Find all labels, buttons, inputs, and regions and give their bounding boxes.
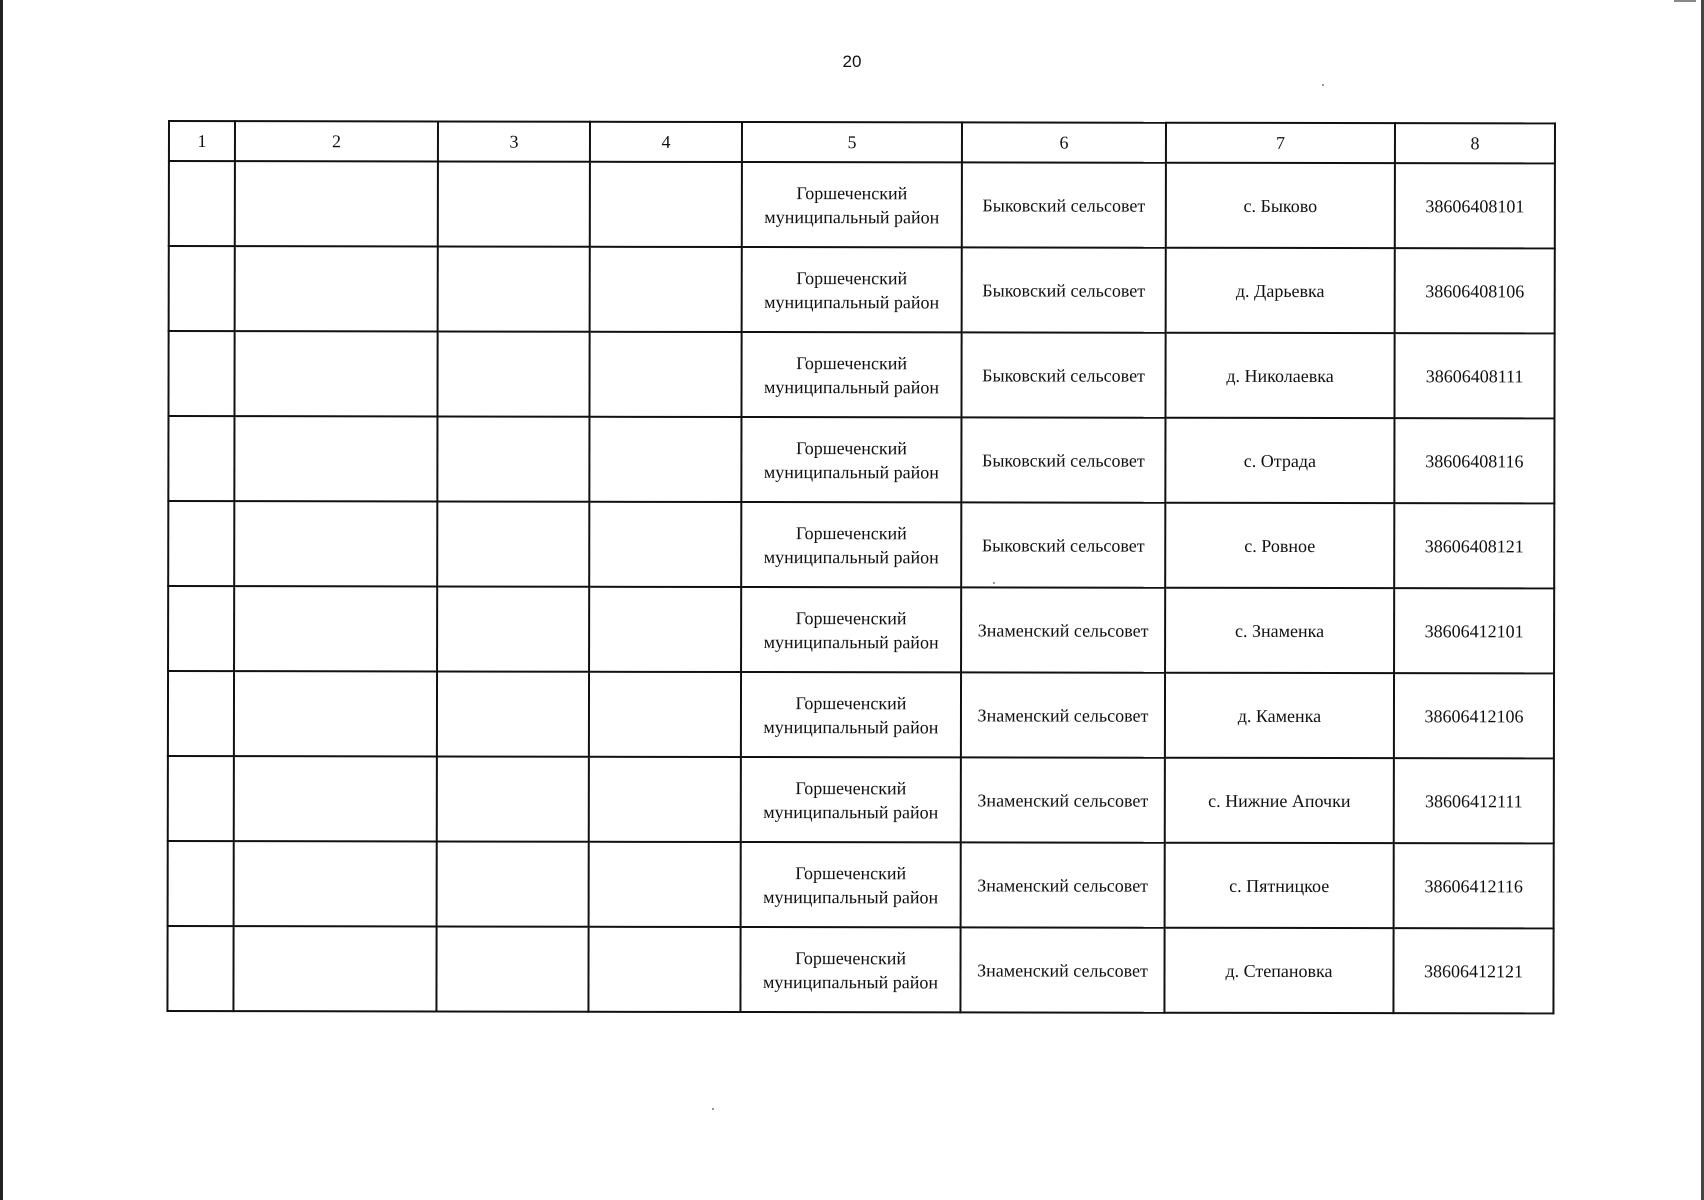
scan-edge-left <box>0 0 3 1200</box>
cell-col-3 <box>437 416 589 501</box>
cell-council: Быковский сельсовет <box>962 162 1166 247</box>
cell-col-4 <box>590 162 742 247</box>
cell-settlement: д. Николаевка <box>1165 333 1394 418</box>
table-row <box>168 671 1554 758</box>
cell-settlement: с. Пятницкое <box>1165 843 1394 928</box>
scan-speck <box>1322 84 1324 86</box>
cell-col-1 <box>168 841 234 926</box>
cell-col-2 <box>234 671 437 756</box>
district-line-2: муниципальный район <box>763 631 939 652</box>
cell-council: Знаменский сельсовет <box>961 672 1165 757</box>
cell-col-4 <box>589 502 741 587</box>
cell-col-1 <box>167 926 233 1011</box>
page-number: 20 <box>842 52 862 71</box>
table-row <box>168 756 1554 843</box>
cell-col-1 <box>168 416 234 501</box>
cell-council: Быковский сельсовет <box>961 332 1165 417</box>
cell-district <box>741 587 961 672</box>
cell-council: Быковский сельсовет <box>961 417 1165 502</box>
cell-settlement: д. Степановка <box>1164 928 1393 1013</box>
cell-col-1 <box>168 331 234 416</box>
cell-settlement: с. Ровное <box>1165 503 1394 588</box>
cell-code: 38606408106 <box>1395 248 1555 333</box>
column-header-5: 5 <box>742 122 962 162</box>
district-line-2: муниципальный район <box>763 546 939 567</box>
cell-code: 38606412116 <box>1394 843 1554 928</box>
scan-mark <box>1674 0 1696 2</box>
cell-col-3 <box>437 671 589 756</box>
district-line-1: Горшеченский <box>795 607 907 628</box>
cell-col-2 <box>234 756 437 841</box>
column-header-1: 1 <box>169 121 235 161</box>
district-line-1: Горшеченский <box>796 182 908 203</box>
column-header-7: 7 <box>1166 123 1395 163</box>
cell-col-2 <box>234 841 437 926</box>
cell-district <box>741 672 961 757</box>
cell-col-3 <box>437 331 589 416</box>
cell-settlement: с. Отрада <box>1165 418 1394 503</box>
table-row <box>169 161 1555 248</box>
cell-col-2 <box>234 416 437 501</box>
cell-settlement: д. Каменка <box>1165 673 1394 758</box>
cell-district <box>742 162 962 247</box>
table-row <box>168 841 1554 928</box>
cell-col-1 <box>168 756 234 841</box>
cell-council: Быковский сельсовет <box>962 247 1166 332</box>
cell-col-4 <box>588 927 740 1012</box>
table-row <box>167 926 1553 1013</box>
cell-col-1 <box>169 161 235 246</box>
table-row <box>168 586 1554 673</box>
cell-col-3 <box>437 841 589 926</box>
district-line-2: муниципальный район <box>764 206 940 227</box>
district-line-2: муниципальный район <box>764 291 940 312</box>
district-line-1: Горшеченский <box>795 947 907 968</box>
cell-col-1 <box>168 671 234 756</box>
cell-district <box>741 332 961 417</box>
cell-council: Знаменский сельсовет <box>960 927 1164 1012</box>
district-line-2: муниципальный район <box>764 376 940 397</box>
cell-col-2 <box>234 586 437 671</box>
cell-district <box>740 927 960 1012</box>
cell-col-4 <box>589 842 741 927</box>
cell-col-1 <box>168 501 234 586</box>
district-line-1: Горшеченский <box>795 692 907 713</box>
district-line-1: Горшеченский <box>796 352 908 373</box>
cell-col-4 <box>589 417 741 502</box>
cell-col-4 <box>589 672 741 757</box>
cell-code: 38606412111 <box>1394 758 1554 843</box>
cell-col-4 <box>590 247 742 332</box>
settlements-table <box>166 120 1556 1014</box>
table-row <box>168 416 1554 503</box>
cell-col-1 <box>169 246 235 331</box>
district-line-1: Горшеченский <box>795 777 907 798</box>
cell-col-2 <box>234 501 437 586</box>
cell-code: 38606408111 <box>1394 333 1554 418</box>
cell-settlement: с. Нижние Апочки <box>1165 758 1394 843</box>
cell-col-3 <box>437 501 589 586</box>
column-header-6: 6 <box>962 122 1166 162</box>
cell-code: 38606412106 <box>1394 673 1554 758</box>
cell-col-2 <box>235 161 438 246</box>
column-header-8: 8 <box>1395 123 1555 163</box>
district-line-2: муниципальный район <box>763 886 939 907</box>
cell-col-2 <box>234 331 437 416</box>
cell-col-2 <box>233 926 436 1011</box>
cell-council: Быковский сельсовет <box>961 502 1165 587</box>
cell-col-4 <box>589 332 741 417</box>
cell-col-3 <box>438 246 590 331</box>
cell-district <box>741 417 961 502</box>
cell-settlement: с. Быково <box>1166 163 1395 248</box>
district-line-1: Горшеченский <box>795 437 907 458</box>
district-line-1: Горшеченский <box>795 522 907 543</box>
cell-col-4 <box>589 587 741 672</box>
cell-settlement: д. Дарьевка <box>1166 248 1395 333</box>
cell-col-1 <box>168 586 234 671</box>
scan-speck <box>993 582 995 584</box>
cell-col-3 <box>438 161 590 246</box>
cell-council: Знаменский сельсовет <box>961 757 1165 842</box>
cell-col-3 <box>437 756 589 841</box>
scan-speck <box>712 1108 714 1110</box>
district-line-1: Горшеченский <box>795 862 907 883</box>
cell-district <box>741 502 961 587</box>
cell-district <box>742 247 962 332</box>
column-header-4: 4 <box>590 122 742 162</box>
cell-code: 38606408121 <box>1394 503 1554 588</box>
table-row <box>168 331 1554 418</box>
district-line-2: муниципальный район <box>762 971 939 992</box>
district-line-1: Горшеченский <box>796 267 908 288</box>
table-row <box>168 501 1554 588</box>
table-body <box>167 161 1554 1013</box>
district-line-2: муниципальный район <box>763 461 939 482</box>
column-header-3: 3 <box>438 121 590 161</box>
cell-district <box>741 842 961 927</box>
cell-col-4 <box>589 757 741 842</box>
table-row <box>169 246 1555 333</box>
table-header-row <box>169 121 1555 163</box>
cell-settlement: с. Знаменка <box>1165 588 1394 673</box>
cell-council: Знаменский сельсовет <box>961 587 1165 672</box>
cell-district <box>741 757 961 842</box>
cell-code: 38606408116 <box>1394 418 1554 503</box>
cell-col-3 <box>436 926 588 1011</box>
district-line-2: муниципальный район <box>763 801 939 822</box>
cell-code: 38606412101 <box>1394 588 1554 673</box>
cell-code: 38606408101 <box>1395 163 1555 248</box>
district-line-2: муниципальный район <box>763 716 939 737</box>
cell-col-2 <box>235 246 438 331</box>
cell-col-3 <box>437 586 589 671</box>
column-header-2: 2 <box>235 121 438 161</box>
cell-council: Знаменский сельсовет <box>961 842 1165 927</box>
cell-code: 38606412121 <box>1393 928 1553 1013</box>
